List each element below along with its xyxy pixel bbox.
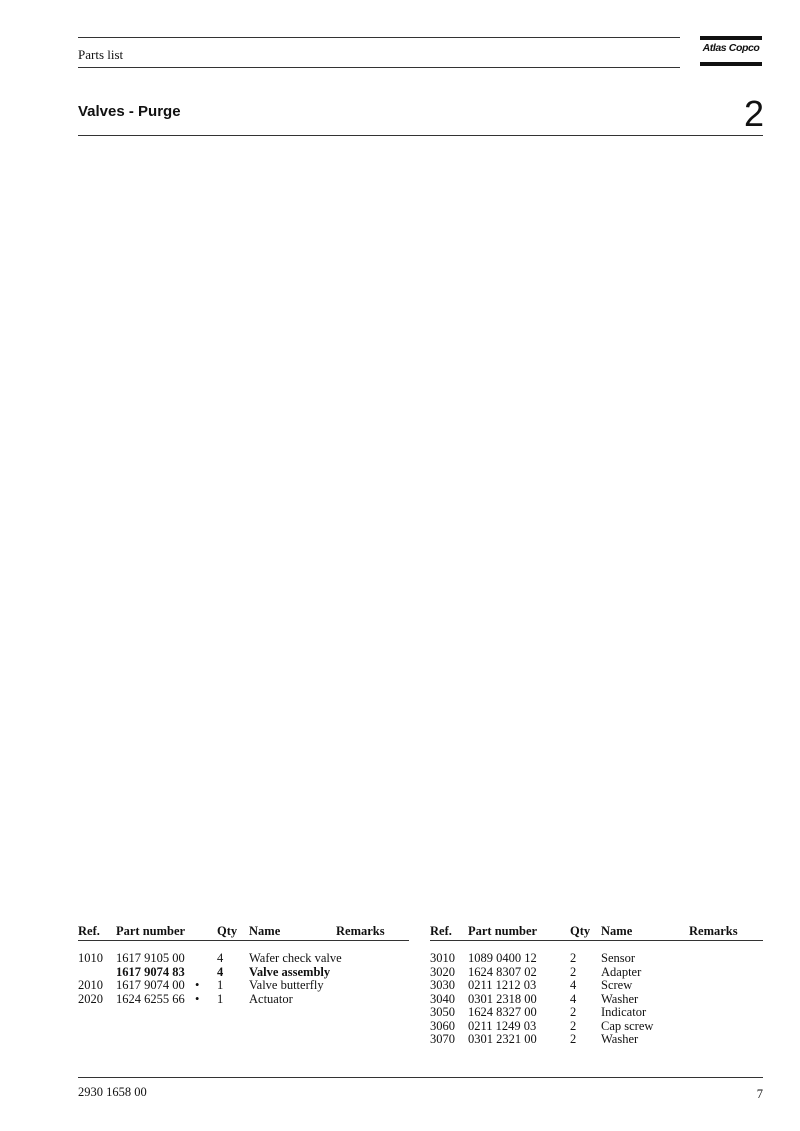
header-qty: Qty (570, 924, 591, 938)
row-qty: 2 (570, 951, 577, 965)
table-row (430, 979, 763, 993)
row-name: Washer (601, 991, 639, 1006)
table-row (430, 1033, 763, 1047)
row-qty: 2 (570, 964, 577, 979)
logo-bottom-bar (700, 62, 762, 66)
row-name: Cap screw (601, 1018, 654, 1033)
header-ref: Ref. (430, 924, 452, 938)
table-row (430, 993, 763, 1007)
row-name: Valve assembly (249, 964, 331, 979)
row-qty: 4 (570, 978, 577, 992)
row-part-number: 1617 9074 83 (116, 964, 185, 979)
parts-rows-right (430, 952, 763, 1047)
table-row (78, 993, 409, 1007)
row-qty: 2 (570, 1005, 577, 1019)
header-part-number: Part number (116, 924, 186, 938)
row-name: Sensor (601, 951, 636, 965)
row-qty: 4 (217, 964, 224, 979)
row-name: Washer (601, 1032, 639, 1046)
row-part-number: 1624 6255 66 (116, 991, 185, 1006)
row-qty: 1 (217, 978, 224, 992)
row-name: Indicator (601, 1005, 647, 1019)
row-ref: 2010 (78, 978, 103, 992)
row-part-number: 0301 2321 00 (468, 1032, 537, 1046)
row-part-number: 1617 9074 00 (116, 978, 185, 992)
title-rule (78, 135, 763, 136)
table-row (78, 979, 409, 993)
table-row (430, 952, 763, 966)
row-name: Wafer check valve (249, 951, 342, 965)
row-qty: 4 (217, 951, 224, 965)
header-name: Name (249, 924, 281, 938)
row-ref: 3010 (430, 951, 455, 965)
page-number: 7 (756, 1087, 763, 1101)
header-ref: Ref. (78, 924, 100, 938)
row-ref: 3050 (430, 1005, 455, 1019)
row-part-number: 1089 0400 12 (468, 951, 537, 965)
parts-rows-left (78, 952, 409, 1006)
document-number: 2930 1658 00 (78, 1085, 147, 1099)
header-top-rule (78, 37, 680, 38)
row-name: Valve butterfly (249, 978, 324, 992)
row-part-number: 0301 2318 00 (468, 991, 537, 1006)
logo-wordmark: Atlas Copco (702, 42, 760, 54)
header-label: Parts list (78, 47, 124, 62)
row-ref: 3040 (430, 991, 455, 1006)
header-qty: Qty (217, 924, 238, 938)
row-name: Adapter (601, 964, 642, 979)
table-header-rule (78, 940, 409, 941)
table-row (78, 966, 409, 980)
row-qty: 4 (570, 991, 577, 1006)
logo-top-bar (700, 36, 762, 40)
row-qty: 2 (570, 1032, 577, 1046)
header-name: Name (601, 924, 633, 938)
row-part-number: 1617 9105 00 (116, 951, 185, 965)
row-part-number: 1624 8327 00 (468, 1005, 537, 1019)
row-qty: 1 (217, 991, 224, 1006)
row-ref: 3070 (430, 1032, 455, 1046)
section-title: Valves - Purge (78, 103, 181, 120)
row-ref: 1010 (78, 951, 103, 965)
section-number: 2 (743, 93, 764, 134)
table-row (78, 952, 409, 966)
row-ref: 3060 (430, 1018, 455, 1033)
row-part-number: 1624 8307 02 (468, 964, 537, 979)
header-remarks: Remarks (689, 924, 738, 938)
header-remarks: Remarks (336, 924, 385, 938)
row-marker: • (195, 991, 200, 1006)
row-qty: 2 (570, 1018, 577, 1033)
row-name: Screw (601, 978, 633, 992)
atlas-copco-logo (700, 36, 762, 66)
table-header-rule (430, 940, 763, 941)
row-part-number: 0211 1212 03 (468, 978, 537, 992)
row-part-number: 0211 1249 03 (468, 1018, 537, 1033)
header-part-number: Part number (468, 924, 538, 938)
row-marker: • (195, 978, 200, 992)
row-ref: 3030 (430, 978, 455, 992)
table-row (430, 966, 763, 980)
row-ref: 2020 (78, 991, 103, 1006)
row-ref: 3020 (430, 964, 455, 979)
header-bottom-rule (78, 67, 680, 68)
row-name: Actuator (249, 991, 293, 1006)
footer-rule (78, 1077, 763, 1078)
table-row (430, 1020, 763, 1034)
table-row (430, 1006, 763, 1020)
